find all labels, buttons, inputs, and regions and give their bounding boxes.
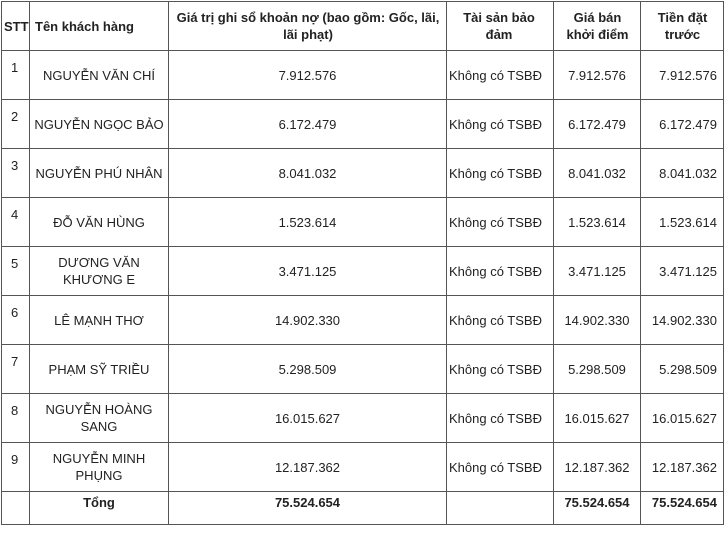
collateral: Không có TSBĐ [447,394,554,443]
row-stt: 8 [2,394,30,443]
total-starting-price: 75.524.654 [554,492,641,525]
collateral: Không có TSBĐ [447,296,554,345]
total-row [2,492,724,525]
total-collateral-cell [447,492,554,525]
total-label: Tổng [30,492,169,525]
table-row [2,51,724,100]
book-value: 8.041.032 [169,149,447,198]
book-value: 5.298.509 [169,345,447,394]
table-row [2,149,724,198]
total-deposit: 75.524.654 [641,492,724,525]
deposit: 7.912.576 [641,51,724,100]
collateral: Không có TSBĐ [447,51,554,100]
total-book-value: 75.524.654 [169,492,447,525]
table-row [2,247,724,296]
header-starting-price: Giá bán khởi điểm [554,2,641,51]
customer-name: NGUYỄN VĂN CHÍ [30,51,169,100]
starting-price: 7.912.576 [554,51,641,100]
deposit: 5.298.509 [641,345,724,394]
deposit: 3.471.125 [641,247,724,296]
customer-name: LÊ MẠNH THƠ [30,296,169,345]
table-row [2,100,724,149]
table-row [2,198,724,247]
row-stt: 1 [2,51,30,100]
book-value: 7.912.576 [169,51,447,100]
collateral: Không có TSBĐ [447,443,554,492]
deposit: 1.523.614 [641,198,724,247]
row-stt: 2 [2,100,30,149]
starting-price: 16.015.627 [554,394,641,443]
book-value: 3.471.125 [169,247,447,296]
total-stt-cell [2,492,30,525]
customer-name: NGUYỄN MINH PHỤNG [30,443,169,492]
book-value: 16.015.627 [169,394,447,443]
row-stt: 4 [2,198,30,247]
starting-price: 14.902.330 [554,296,641,345]
table-body [2,51,724,492]
table-row [2,345,724,394]
row-stt: 7 [2,345,30,394]
collateral: Không có TSBĐ [447,247,554,296]
book-value: 14.902.330 [169,296,447,345]
header-stt: STT [2,2,30,51]
header-book-value: Giá trị ghi sổ khoản nợ (bao gồm: Gốc, lãi, lãi phạt) [169,2,447,51]
row-stt: 5 [2,247,30,296]
deposit: 14.902.330 [641,296,724,345]
header-deposit: Tiền đặt trước [641,2,724,51]
customer-name: PHẠM SỸ TRIỀU [30,345,169,394]
customer-name: DƯƠNG VĂN KHƯƠNG E [30,247,169,296]
debt-table [1,1,724,525]
header-customer: Tên khách hàng [30,2,169,51]
deposit: 6.172.479 [641,100,724,149]
starting-price: 3.471.125 [554,247,641,296]
starting-price: 12.187.362 [554,443,641,492]
starting-price: 6.172.479 [554,100,641,149]
deposit: 12.187.362 [641,443,724,492]
table-row [2,443,724,492]
starting-price: 1.523.614 [554,198,641,247]
deposit: 8.041.032 [641,149,724,198]
table-row [2,296,724,345]
starting-price: 5.298.509 [554,345,641,394]
collateral: Không có TSBĐ [447,149,554,198]
starting-price: 8.041.032 [554,149,641,198]
header-collateral: Tài sản bảo đảm [447,2,554,51]
deposit: 16.015.627 [641,394,724,443]
book-value: 6.172.479 [169,100,447,149]
row-stt: 6 [2,296,30,345]
header-row [2,2,724,51]
table-row [2,394,724,443]
row-stt: 3 [2,149,30,198]
collateral: Không có TSBĐ [447,198,554,247]
collateral: Không có TSBĐ [447,100,554,149]
row-stt: 9 [2,443,30,492]
customer-name: NGUYỄN NGỌC BẢO [30,100,169,149]
customer-name: ĐỖ VĂN HÙNG [30,198,169,247]
customer-name: NGUYỄN PHÚ NHÂN [30,149,169,198]
book-value: 1.523.614 [169,198,447,247]
book-value: 12.187.362 [169,443,447,492]
customer-name: NGUYỄN HOÀNG SANG [30,394,169,443]
collateral: Không có TSBĐ [447,345,554,394]
